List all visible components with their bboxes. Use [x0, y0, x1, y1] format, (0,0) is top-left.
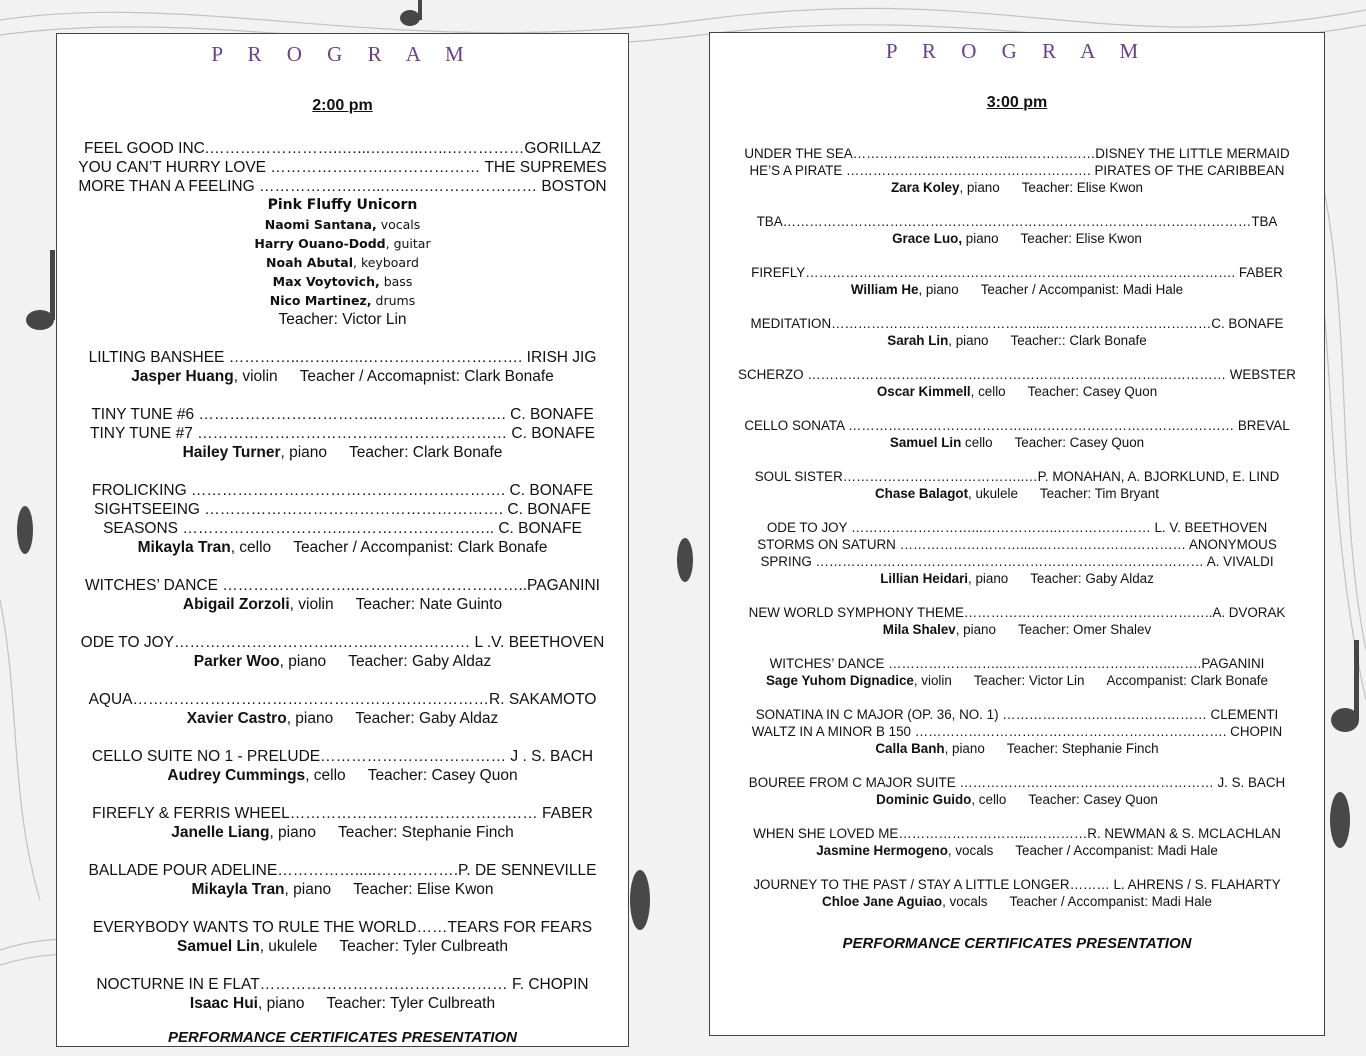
performer-line: [710, 570, 1324, 587]
performer-line: [710, 791, 1324, 808]
accompanist-name: Accompanist: Clark Bonafe: [1106, 673, 1268, 688]
member-role: bass: [379, 274, 413, 289]
band-block: [57, 196, 628, 329]
teacher-name: Teacher: Gaby Aldaz: [1030, 571, 1154, 586]
member-name: Max Voytovich,: [272, 274, 380, 289]
performance-group: [710, 366, 1324, 400]
performer-line: [57, 823, 628, 842]
closing-note: PERFORMANCE CERTIFICATES PRESENTATION: [168, 1029, 517, 1046]
performance-group: [57, 633, 628, 671]
performer-instrument: , cello: [305, 767, 346, 784]
band-name: Pink Fluffy Unicorn: [267, 197, 418, 213]
performance-group: [57, 747, 628, 785]
performer-instrument: , vocals: [942, 894, 988, 909]
performance-group: [57, 139, 628, 329]
piece-line: WITCHES’ DANCE ……………………..………………………………..…….PAGANINI: [769, 656, 1265, 671]
performer-instrument: , vocals: [947, 843, 994, 858]
program-title: P R O G R A M: [885, 39, 1149, 63]
session-time: 2:00 pm: [312, 97, 373, 114]
piece-line: FEEL GOOD INC.……………………..…...…..…...…..……………GORILLAZ: [83, 140, 601, 157]
performer-line: [710, 332, 1324, 349]
piece-line: SEASONS …………………………..……………………….. C. BONAFE: [103, 520, 582, 537]
performance-group: [710, 417, 1324, 451]
performer-line: [57, 595, 628, 614]
piece-line: JOURNEY TO THE PAST / STAY A LITTLE LONGER……… L. AHRENS / S. FLAHARTY: [753, 877, 1281, 892]
performer-line: [57, 652, 628, 671]
performance-group: [57, 918, 628, 956]
performer-instrument: cello: [961, 435, 993, 450]
performer-name: Grace Luo,: [892, 231, 963, 246]
teacher-name: Teacher: Omer Shalev: [1017, 622, 1152, 637]
performer-instrument: , piano: [948, 333, 989, 348]
band-member: [57, 234, 628, 253]
performer-instrument: , ukulele: [259, 938, 318, 955]
performer-instrument: , cello: [971, 792, 1007, 807]
teacher-name: Teacher: Victor Lin: [973, 673, 1085, 688]
piece-line: UNDER THE SEA……………….……………...………………DISNEY THE LITTLE MERMAID: [744, 146, 1290, 161]
performer-name: Janelle Liang: [171, 824, 270, 841]
performance-group: [710, 519, 1324, 587]
performer-instrument: , piano: [955, 622, 996, 637]
performance-group: [57, 576, 628, 614]
performer-name: Chloe Jane Aguiao: [822, 894, 943, 909]
teacher-name: Teacher: Elise Kwon: [1020, 231, 1142, 246]
performer-instrument: , violin: [289, 596, 334, 613]
performer-line: [710, 672, 1324, 689]
piece-line: LILTING BANSHEE …………..……..…..…………………………. IRISH JIG: [88, 349, 597, 366]
session-time: 3:00 pm: [986, 94, 1048, 111]
teacher-name: Teacher: Tim Bryant: [1039, 486, 1159, 501]
piece-line: TBA……………………………………………………………………………………………TBA: [756, 214, 1278, 229]
performer-line: [57, 994, 628, 1013]
performer-line: [710, 281, 1324, 298]
member-role: vocals: [376, 217, 421, 232]
note-head-icon: [26, 310, 54, 330]
member-role: drums: [371, 293, 416, 308]
performance-group: [710, 876, 1324, 910]
performance-group: [710, 655, 1324, 689]
performer-name: Abigail Zorzoli: [182, 596, 290, 613]
performer-instrument: , piano: [257, 995, 305, 1012]
performance-group: [710, 706, 1324, 757]
member-name: Noah Abutal: [266, 255, 353, 270]
program-title: P R O G R A M: [211, 42, 474, 66]
piece-line: TINY TUNE #7 …………………………………………………… C. BONAFE: [90, 425, 595, 442]
piece-line: NOCTURNE IN E FLAT………………………………………… F. CHOPIN: [96, 976, 589, 993]
piece-line: SIGHTSEEING …………………………………………………. C. BONAFE: [94, 501, 591, 518]
piece-line: MORE THAN A FEELING ……………….…...…..….………………… BOSTON: [78, 178, 607, 195]
performance-group: [710, 468, 1324, 502]
performer-name: Jasmine Hermogeno: [816, 843, 948, 858]
piece-line: BALLADE POUR ADELINE…………….....…………….P. DE SENNEVILLE: [88, 862, 597, 879]
band-member: [57, 215, 628, 234]
piece-line: FROLICKING ……………………………………………………. C. BONAFE: [91, 482, 594, 499]
piece-line: MEDITATION……………………………………….....………………………………C. BONAFE: [750, 316, 1284, 331]
performer-line: [57, 443, 628, 462]
piece-line: ODE TO JOY ………………………...……………..………………… L. V. BEETHOVEN: [766, 520, 1268, 535]
program-page-left: [56, 33, 629, 1047]
piece-line: WALTZ IN A MINOR B 150 ……………………………………………………………. CHOPIN: [751, 724, 1283, 739]
piece-line: STORMS ON SATURN ……………………….....…………………………… ANONYMOUS: [757, 537, 1277, 552]
performance-group: [57, 405, 628, 462]
closing-note: PERFORMANCE CERTIFICATES PRESENTATION: [842, 935, 1192, 952]
performer-instrument: , cello: [230, 539, 272, 556]
teacher-name: Teacher: Elise Kwon: [353, 881, 494, 898]
performer-name: Jasper Huang: [131, 368, 234, 385]
piece-line: WHEN SHE LOVED ME………………………....…………R. NEWMAN & S. MCLACHLAN: [753, 826, 1281, 841]
teacher-name: Teacher: Stephanie Finch: [337, 824, 514, 841]
performer-line: [710, 893, 1324, 910]
performer-instrument: , cello: [970, 384, 1006, 399]
program-page-right: [709, 32, 1325, 1036]
teacher-name: Teacher / Accompanist: Madi Hale: [1015, 843, 1218, 858]
performance-group: [57, 481, 628, 557]
piece-line: AQUA……………………………………………………………R. SAKAMOTO: [88, 691, 597, 708]
band-member: [57, 291, 628, 310]
performance-group: [57, 804, 628, 842]
performer-line: [710, 179, 1324, 196]
teacher-name: Teacher / Accompanist: Madi Hale: [980, 282, 1184, 297]
performer-line: [710, 740, 1324, 757]
member-name: Nico Martinez,: [269, 293, 372, 308]
performer-name: Mila Shalev: [882, 622, 956, 637]
performer-instrument: , piano: [959, 180, 1000, 195]
piece-line: FIREFLY……………………………………………………...……………………………. FABER: [751, 265, 1283, 280]
member-role: , keyboard: [353, 255, 419, 270]
performer-instrument: piano: [962, 231, 999, 246]
piece-line: SPRING …………………………………………………………………………… A. VIVALDI: [760, 554, 1274, 569]
performance-group: [710, 604, 1324, 638]
teacher-name: Teacher: Nate Guinto: [355, 596, 503, 613]
teacher-name: Teacher / Accompanist: Madi Hale: [1009, 894, 1212, 909]
performer-line: [710, 230, 1324, 247]
performer-name: Calla Banh: [875, 741, 945, 756]
piece-line: NEW WORLD SYMPHONY THEME………………………………………………..A. DVORAK: [748, 605, 1286, 620]
piece-line: EVERYBODY WANTS TO RULE THE WORLD……TEARS FOR FEARS: [92, 919, 593, 936]
performer-line: [57, 538, 628, 557]
piece-line: SONATINA IN C MAJOR (OP. 36, NO. 1) ………………….…………………… CLEMENTI: [755, 707, 1279, 722]
teacher-name: Teacher: Elise Kwon: [1021, 180, 1144, 195]
performer-name: Lillian Heidari: [880, 571, 969, 586]
performer-name: Sage Yuhom Dignadice: [766, 673, 914, 688]
performer-instrument: , violin: [233, 368, 278, 385]
piece-line: BOUREE FROM C MAJOR SUITE ………………………………………………… J. S. BACH: [748, 775, 1286, 790]
member-name: Harry Ouano-Dodd: [254, 236, 386, 251]
piece-line: CELLO SONATA …………………………………...……………………………………… BREVAL: [744, 418, 1290, 433]
performance-group: [710, 315, 1324, 349]
piece-line: YOU CAN’T HURRY LOVE …………….…….……………… THE SUPREMES: [78, 159, 607, 176]
performer-instrument: , piano: [284, 881, 332, 898]
performer-line: [710, 485, 1324, 502]
performer-line: [710, 621, 1324, 638]
teacher-name: Teacher: Gaby Aldaz: [348, 653, 492, 670]
teacher-name: Teacher: Casey Quon: [367, 767, 518, 784]
performer-instrument: , piano: [918, 282, 959, 297]
performer-line: [57, 880, 628, 899]
teacher-line: Teacher: Victor Lin: [278, 311, 407, 328]
piece-line: FIREFLY & FERRIS WHEEL………………………………………… FABER: [92, 805, 593, 822]
teacher-name: Teacher: Casey Quon: [1014, 435, 1145, 450]
teacher-name: Teacher / Accompanist: Clark Bonafe: [293, 539, 548, 556]
performance-group: [710, 825, 1324, 859]
performance-group: [57, 348, 628, 386]
performer-name: Hailey Turner: [182, 444, 281, 461]
member-name: Naomi Santana,: [264, 217, 377, 232]
performance-group: [57, 861, 628, 899]
performance-group: [710, 145, 1324, 196]
performer-line: [57, 367, 628, 386]
performer-line: [57, 937, 628, 956]
piece-line: TINY TUNE #6 ……………………………..……………………. C. BONAFE: [91, 406, 594, 423]
teacher-name: Teacher: Clark Bonafe: [349, 444, 503, 461]
piece-line: SOUL SISTER…………………………………..…P. MONAHAN, A. BJORKLUND, E. LIND: [754, 469, 1280, 484]
performance-list: [57, 139, 628, 1013]
performer-instrument: , piano: [944, 741, 985, 756]
performer-name: Samuel Lin: [177, 938, 260, 955]
teacher-name: Teacher: Gaby Aldaz: [355, 710, 499, 727]
performer-instrument: , piano: [269, 824, 316, 841]
performance-group: [710, 264, 1324, 298]
band-member: [57, 272, 628, 291]
performer-name: Isaac Hui: [189, 995, 258, 1012]
performer-instrument: , ukulele: [968, 486, 1018, 501]
piece-line: ODE TO JOY…………………………..……..……………… L .V. BEETHOVEN: [80, 634, 605, 651]
teacher-name: Teacher / Accomapnist: Clark Bonafe: [299, 368, 554, 385]
performer-name: Samuel Lin: [889, 435, 962, 450]
piece-line: WITCHES’ DANCE ……………………..……..……………………..PAGANINI: [85, 577, 600, 594]
performance-group: [710, 774, 1324, 808]
performance-list: [710, 145, 1324, 910]
performer-name: Dominic Guido: [876, 792, 972, 807]
piece-line: SCHERZO …………………………………………………………………….…………… WEBSTER: [738, 367, 1296, 382]
performer-name: William He: [850, 282, 919, 297]
performer-instrument: , piano: [279, 653, 327, 670]
performance-group: [710, 213, 1324, 247]
teacher-name: Teacher: Tyler Culbreath: [339, 938, 508, 955]
performer-name: Oscar Kimmell: [876, 384, 971, 399]
member-role: , guitar: [385, 236, 431, 251]
band-member: [57, 253, 628, 272]
performer-name: Mikayla Tran: [191, 881, 285, 898]
performer-line: [710, 383, 1324, 400]
performer-instrument: , piano: [280, 444, 328, 461]
teacher-name: Teacher: Casey Quon: [1027, 384, 1158, 399]
performer-line: [710, 434, 1324, 451]
performer-line: [57, 709, 628, 728]
performer-name: Audrey Cummings: [167, 767, 306, 784]
performer-line: [710, 842, 1324, 859]
performance-group: [57, 975, 628, 1013]
teacher-name: Teacher: Stephanie Finch: [1006, 741, 1159, 756]
piece-line: CELLO SUITE NO 1 - PRELUDE……………………………… J . S. BACH: [91, 748, 594, 765]
performer-name: Mikayla Tran: [137, 539, 231, 556]
performer-name: Sarah Lin: [887, 333, 949, 348]
piece-line: HE’S A PIRATE ………………………………………………. PIRATES OF THE CARIBBEAN: [749, 163, 1285, 178]
performer-name: Xavier Castro: [186, 710, 287, 727]
performer-instrument: , violin: [913, 673, 952, 688]
performer-name: Chase Balagot: [875, 486, 969, 501]
performer-instrument: , piano: [968, 571, 1009, 586]
teacher-name: Teacher: Casey Quon: [1028, 792, 1158, 807]
performance-group: [57, 690, 628, 728]
teacher-name: Teacher:: Clark Bonafe: [1010, 333, 1147, 348]
performer-line: [57, 766, 628, 785]
teacher-name: Teacher: Tyler Culbreath: [326, 995, 496, 1012]
performer-name: Parker Woo: [193, 653, 280, 670]
performer-name: Zara Koley: [890, 180, 960, 195]
performer-instrument: , piano: [286, 710, 334, 727]
